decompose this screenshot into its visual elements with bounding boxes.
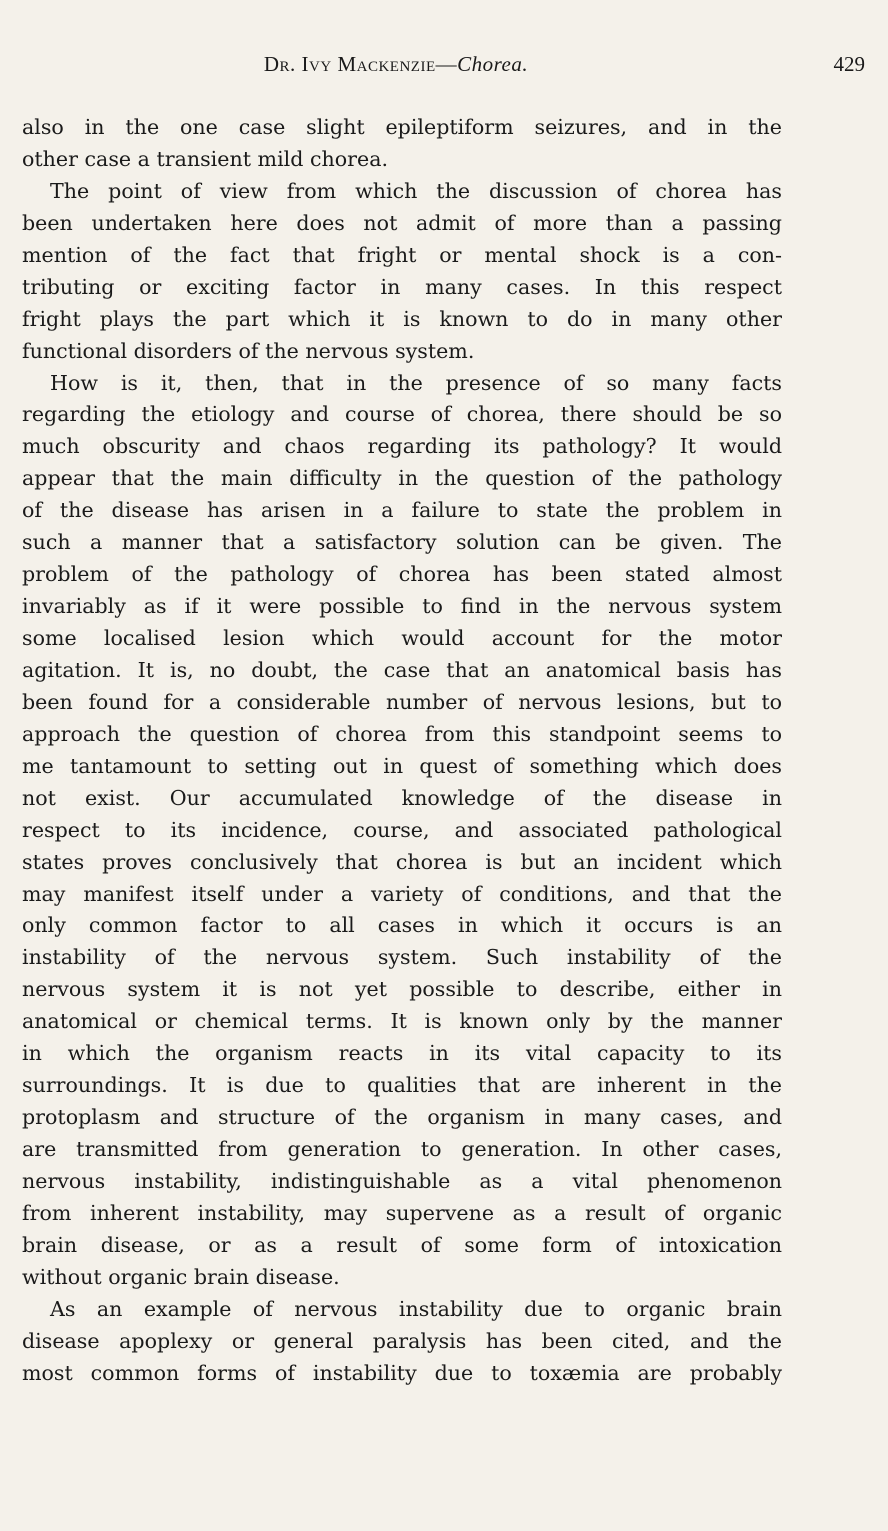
- body-text: [22, 112, 782, 1390]
- text-line: functional disorders of the nervous system.: [22, 338, 475, 363]
- text-line: from inherent instability, may supervene as a result of organic: [22, 1200, 782, 1225]
- text-line: respect to its incidence, course, and associated pathological: [22, 817, 782, 842]
- author-name: Dr. Ivy Mackenzie—: [263, 52, 458, 76]
- text-line: only common factor to all cases in which it occurs is an: [22, 913, 782, 938]
- text-line: brain disease, or as a result of some form of intoxication: [22, 1232, 782, 1257]
- text-line: mention of the fact that fright or mental shock is a con-: [22, 242, 782, 267]
- text-line: disease apoplexy or general paralysis has been cited, and the: [22, 1328, 782, 1353]
- text-line: instability of the nervous system. Such instability of the: [22, 945, 782, 970]
- text-line: nervous system it is not yet possible to describe, either in: [22, 977, 782, 1002]
- text-line: been found for a considerable number of nervous lesions, but to: [22, 689, 782, 714]
- text-line: most common forms of instability due to toxæmia are probably: [22, 1360, 782, 1385]
- text-line: states proves conclusively that chorea is but an incident which: [22, 849, 782, 874]
- text-line: anatomical or chemical terms. It is known only by the manner: [22, 1009, 782, 1034]
- text-line: How is it, then, that in the presence of so many facts: [50, 370, 782, 395]
- text-line: other case a transient mild chorea.: [22, 146, 389, 171]
- text-line: not exist. Our accumulated knowledge of the disease in: [22, 785, 782, 810]
- text-line: protoplasm and structure of the organism in many cases, and: [22, 1105, 782, 1130]
- text-line: me tantamount to setting out in quest of something which does: [22, 753, 782, 778]
- text-line: some localised lesion which would account for the motor: [22, 626, 782, 650]
- text-line: approach the question of chorea from this standpoint seems to: [22, 721, 782, 746]
- text-line: in which the organism reacts in its vital capacity to its: [22, 1041, 782, 1066]
- text-line: agitation. It is, no doubt, the case that an anatomical basis has: [22, 657, 782, 682]
- text-line: As an example of nervous instability due to organic brain: [50, 1296, 782, 1321]
- article-topic: Chorea.: [457, 52, 529, 76]
- text-line: of the disease has arisen in a failure to state the problem in: [22, 498, 782, 523]
- text-line: without organic brain disease.: [22, 1264, 340, 1289]
- text-line: problem of the pathology of chorea has been stated almost: [22, 562, 782, 587]
- running-header: [22, 52, 865, 82]
- text-line: been undertaken here does not admit of more than a passing: [22, 210, 782, 235]
- text-line: The point of view from which the discussion of chorea has: [50, 178, 782, 203]
- text-line: also in the one case slight epileptiform seizures, and in the: [22, 115, 782, 139]
- text-line: nervous instability, indistinguishable as a vital phenomenon: [22, 1168, 782, 1193]
- text-line: fright plays the part which it is known to do in many other: [22, 306, 782, 331]
- page-number: 429: [833, 52, 865, 76]
- text-line: appear that the main difficulty in the question of the pathology: [22, 466, 782, 491]
- running-title: [22, 52, 770, 77]
- text-line: much obscurity and chaos regarding its pathology? It would: [22, 434, 782, 459]
- text-line: may manifest itself under a variety of conditions, and that the: [22, 881, 782, 906]
- text-line: tributing or exciting factor in many cases. In this respect: [22, 274, 782, 299]
- text-line: regarding the etiology and course of chorea, there should be so: [22, 402, 782, 427]
- text-line: invariably as if it were possible to find in the nervous system: [22, 594, 782, 619]
- text-line: such a manner that a satisfactory solution can be given. The: [22, 530, 782, 555]
- text-line: are transmitted from generation to generation. In other cases,: [22, 1137, 782, 1161]
- text-line: surroundings. It is due to qualities that are inherent in the: [22, 1073, 782, 1098]
